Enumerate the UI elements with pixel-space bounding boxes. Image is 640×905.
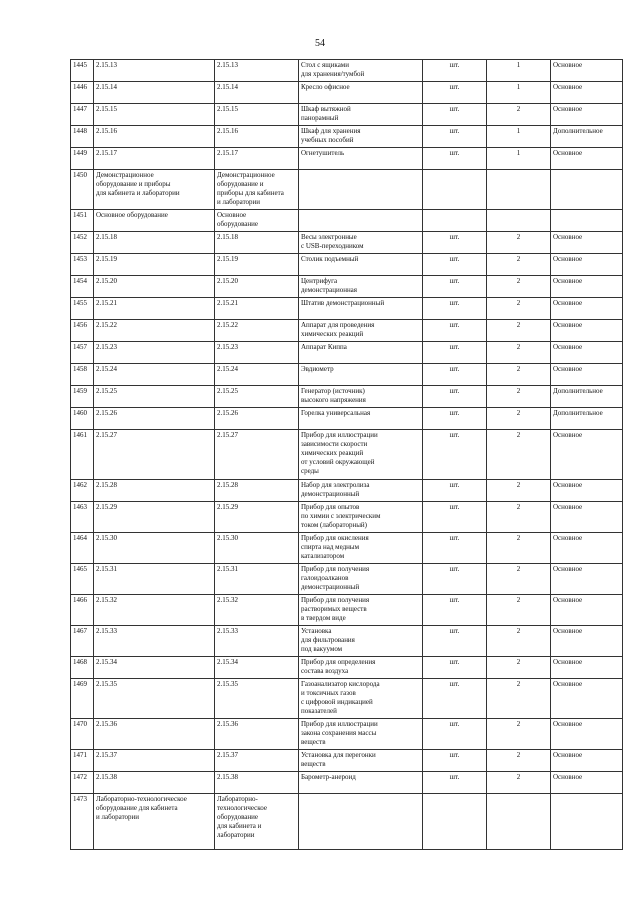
row-code-primary: 2.15.35	[94, 679, 215, 719]
row-equipment-type: Основное	[551, 320, 623, 342]
row-quantity: 2	[487, 276, 551, 298]
row-code-secondary: 2.15.23	[215, 342, 299, 364]
row-equipment-type: Основное	[551, 750, 623, 772]
row-code-secondary: 2.15.31	[215, 564, 299, 595]
table-row	[71, 254, 623, 276]
row-item-name: Набор для электролиза демонстрационный	[299, 480, 423, 502]
row-code-secondary: 2.15.17	[215, 148, 299, 170]
row-item-name	[299, 170, 423, 210]
row-unit: шт.	[423, 254, 487, 276]
row-equipment-type: Основное	[551, 104, 623, 126]
row-code-secondary: 2.15.30	[215, 533, 299, 564]
row-quantity: 2	[487, 772, 551, 794]
page-number: 54	[315, 38, 325, 49]
table-row	[71, 564, 623, 595]
row-equipment-type: Дополнительное	[551, 386, 623, 408]
row-equipment-type: Основное	[551, 342, 623, 364]
row-number: 1457	[71, 342, 94, 364]
row-code-secondary: 2.15.25	[215, 386, 299, 408]
row-item-name: Шкаф для хранения учебных пособий	[299, 126, 423, 148]
table-row	[71, 595, 623, 626]
row-number: 1473	[71, 794, 94, 850]
row-unit: шт.	[423, 104, 487, 126]
row-item-name: Прибор для определения состава воздуха	[299, 657, 423, 679]
row-code-primary: 2.15.19	[94, 254, 215, 276]
row-code-secondary: 2.15.36	[215, 719, 299, 750]
row-number: 1446	[71, 82, 94, 104]
row-code-secondary: 2.15.27	[215, 430, 299, 480]
row-unit: шт.	[423, 126, 487, 148]
table-row	[71, 750, 623, 772]
row-number: 1459	[71, 386, 94, 408]
row-unit: шт.	[423, 60, 487, 82]
row-code-primary: 2.15.16	[94, 126, 215, 148]
row-item-name	[299, 794, 423, 850]
row-code-secondary: 2.15.37	[215, 750, 299, 772]
row-quantity: 2	[487, 533, 551, 564]
table-row	[71, 126, 623, 148]
table-row	[71, 430, 623, 480]
row-item-name: Прибор для окисления спирта над медным катализатором	[299, 533, 423, 564]
row-number: 1463	[71, 502, 94, 533]
row-number: 1472	[71, 772, 94, 794]
row-quantity	[487, 794, 551, 850]
row-code-secondary: 2.15.38	[215, 772, 299, 794]
table-row	[71, 232, 623, 254]
row-equipment-type: Основное	[551, 657, 623, 679]
row-code-primary: 2.15.17	[94, 148, 215, 170]
row-unit	[423, 170, 487, 210]
row-number: 1471	[71, 750, 94, 772]
row-code-secondary: 2.15.20	[215, 276, 299, 298]
row-equipment-type: Дополнительное	[551, 408, 623, 430]
row-unit: шт.	[423, 298, 487, 320]
row-unit: шт.	[423, 342, 487, 364]
table-row	[71, 657, 623, 679]
row-code-secondary: 2.15.29	[215, 502, 299, 533]
row-item-name: Центрифуга демонстрационная	[299, 276, 423, 298]
row-unit: шт.	[423, 772, 487, 794]
row-quantity: 2	[487, 750, 551, 772]
row-quantity: 2	[487, 564, 551, 595]
row-quantity: 2	[487, 320, 551, 342]
row-item-name: Установка для фильтрования под вакуумом	[299, 626, 423, 657]
row-code-secondary: 2.15.13	[215, 60, 299, 82]
table-row	[71, 386, 623, 408]
row-code-primary: 2.15.38	[94, 772, 215, 794]
table-row	[71, 298, 623, 320]
row-code-primary: 2.15.25	[94, 386, 215, 408]
row-item-name: Эвдиометр	[299, 364, 423, 386]
row-code-primary: 2.15.23	[94, 342, 215, 364]
row-equipment-type: Основное	[551, 772, 623, 794]
row-equipment-type: Основное	[551, 480, 623, 502]
row-number: 1454	[71, 276, 94, 298]
row-code-primary: 2.15.20	[94, 276, 215, 298]
row-quantity: 2	[487, 719, 551, 750]
equipment-table	[70, 59, 623, 850]
row-equipment-type: Основное	[551, 232, 623, 254]
row-code-secondary: 2.15.26	[215, 408, 299, 430]
table-row	[71, 104, 623, 126]
row-equipment-type: Основное	[551, 679, 623, 719]
row-code-primary: 2.15.32	[94, 595, 215, 626]
row-quantity	[487, 170, 551, 210]
row-code-primary: 2.15.18	[94, 232, 215, 254]
row-equipment-type: Основное	[551, 430, 623, 480]
row-unit: шт.	[423, 564, 487, 595]
row-unit: шт.	[423, 533, 487, 564]
row-number: 1452	[71, 232, 94, 254]
row-item-name: Аппарат для проведения химических реакций	[299, 320, 423, 342]
row-code-primary: Демонстрационное оборудование и приборы для кабинета и лаборатории	[94, 170, 215, 210]
row-number: 1450	[71, 170, 94, 210]
row-code-primary: 2.15.14	[94, 82, 215, 104]
row-quantity: 2	[487, 408, 551, 430]
row-code-primary: Лабораторно-технологическое оборудование для кабинета и лаборатории	[94, 794, 215, 850]
row-equipment-type: Основное	[551, 82, 623, 104]
row-quantity: 2	[487, 298, 551, 320]
row-quantity: 2	[487, 104, 551, 126]
row-item-name: Барометр-анероид	[299, 772, 423, 794]
row-item-name: Аппарат Киппа	[299, 342, 423, 364]
row-quantity: 2	[487, 657, 551, 679]
row-quantity	[487, 210, 551, 232]
row-item-name: Прибор для получения галоидоалканов демонстрационный	[299, 564, 423, 595]
row-code-primary: 2.15.15	[94, 104, 215, 126]
row-quantity: 1	[487, 148, 551, 170]
row-code-secondary: 2.15.33	[215, 626, 299, 657]
row-code-secondary: 2.15.18	[215, 232, 299, 254]
row-number: 1449	[71, 148, 94, 170]
row-quantity: 2	[487, 430, 551, 480]
row-code-primary: 2.15.31	[94, 564, 215, 595]
row-code-primary: 2.15.21	[94, 298, 215, 320]
row-code-secondary: Основное оборудование	[215, 210, 299, 232]
row-item-name: Стол с ящиками для хранения/тумбой	[299, 60, 423, 82]
row-unit: шт.	[423, 232, 487, 254]
table-row	[71, 772, 623, 794]
row-number: 1470	[71, 719, 94, 750]
row-number: 1456	[71, 320, 94, 342]
row-code-secondary: Демонстрационное оборудование и приборы для кабинета и лаборатории	[215, 170, 299, 210]
table-row	[71, 210, 623, 232]
row-quantity: 2	[487, 480, 551, 502]
row-code-primary: 2.15.22	[94, 320, 215, 342]
row-quantity: 1	[487, 126, 551, 148]
row-item-name: Прибор для иллюстрации зависимости скорости химических реакций от условий окружающей среды	[299, 430, 423, 480]
table-row	[71, 60, 623, 82]
row-unit: шт.	[423, 82, 487, 104]
row-code-secondary: 2.15.24	[215, 364, 299, 386]
row-unit: шт.	[423, 502, 487, 533]
table-row	[71, 626, 623, 657]
row-item-name: Газоанализатор кислорода и токсичных газов с цифровой индикацией показателей	[299, 679, 423, 719]
row-code-secondary: Лабораторно- технологическое оборудование для кабинета и лаборатории	[215, 794, 299, 850]
row-number: 1464	[71, 533, 94, 564]
table-row	[71, 719, 623, 750]
row-unit: шт.	[423, 595, 487, 626]
row-item-name: Генератор (источник) высокого напряжения	[299, 386, 423, 408]
row-unit: шт.	[423, 408, 487, 430]
row-code-primary: 2.15.37	[94, 750, 215, 772]
row-equipment-type: Основное	[551, 276, 623, 298]
row-number: 1467	[71, 626, 94, 657]
table-row	[71, 480, 623, 502]
row-quantity: 2	[487, 502, 551, 533]
row-unit: шт.	[423, 430, 487, 480]
row-unit	[423, 794, 487, 850]
row-code-primary: 2.15.36	[94, 719, 215, 750]
row-item-name: Огнетушитель	[299, 148, 423, 170]
row-unit: шт.	[423, 480, 487, 502]
row-code-secondary: 2.15.15	[215, 104, 299, 126]
row-number: 1458	[71, 364, 94, 386]
row-equipment-type: Основное	[551, 148, 623, 170]
row-equipment-type: Основное	[551, 564, 623, 595]
table-row	[71, 170, 623, 210]
row-quantity: 2	[487, 342, 551, 364]
row-code-primary: 2.15.13	[94, 60, 215, 82]
row-number: 1465	[71, 564, 94, 595]
row-unit: шт.	[423, 364, 487, 386]
row-unit: шт.	[423, 320, 487, 342]
row-code-secondary: 2.15.28	[215, 480, 299, 502]
row-item-name: Кресло офисное	[299, 82, 423, 104]
table-row	[71, 82, 623, 104]
row-unit: шт.	[423, 276, 487, 298]
row-code-secondary: 2.15.19	[215, 254, 299, 276]
row-item-name: Прибор для получения растворимых веществ в твердом виде	[299, 595, 423, 626]
row-number: 1469	[71, 679, 94, 719]
row-quantity: 2	[487, 364, 551, 386]
row-quantity: 2	[487, 254, 551, 276]
row-unit	[423, 210, 487, 232]
row-quantity: 2	[487, 232, 551, 254]
row-number: 1453	[71, 254, 94, 276]
row-equipment-type: Основное	[551, 595, 623, 626]
row-item-name: Весы электронные с USB-переходником	[299, 232, 423, 254]
row-number: 1460	[71, 408, 94, 430]
row-code-secondary: 2.15.16	[215, 126, 299, 148]
row-code-primary: 2.15.34	[94, 657, 215, 679]
row-item-name	[299, 210, 423, 232]
row-number: 1462	[71, 480, 94, 502]
row-equipment-type	[551, 210, 623, 232]
row-item-name: Шкаф вытяжной панорамный	[299, 104, 423, 126]
row-quantity: 2	[487, 626, 551, 657]
row-quantity: 1	[487, 60, 551, 82]
row-equipment-type: Основное	[551, 533, 623, 564]
table-row	[71, 408, 623, 430]
row-item-name: Установка для перегонки веществ	[299, 750, 423, 772]
row-equipment-type: Основное	[551, 60, 623, 82]
row-equipment-type	[551, 794, 623, 850]
table-row	[71, 320, 623, 342]
table-row	[71, 276, 623, 298]
row-unit: шт.	[423, 626, 487, 657]
row-equipment-type: Дополнительное	[551, 126, 623, 148]
row-number: 1448	[71, 126, 94, 148]
row-quantity: 1	[487, 82, 551, 104]
row-number: 1468	[71, 657, 94, 679]
table-row	[71, 148, 623, 170]
row-code-secondary: 2.15.21	[215, 298, 299, 320]
row-unit: шт.	[423, 386, 487, 408]
table-row	[71, 679, 623, 719]
row-quantity: 2	[487, 679, 551, 719]
row-code-primary: 2.15.29	[94, 502, 215, 533]
row-number: 1451	[71, 210, 94, 232]
table-row	[71, 502, 623, 533]
row-number: 1461	[71, 430, 94, 480]
row-item-name: Горелка универсальная	[299, 408, 423, 430]
row-item-name: Прибор для опытов по химии с электрическим током (лабораторный)	[299, 502, 423, 533]
row-unit: шт.	[423, 719, 487, 750]
row-unit: шт.	[423, 148, 487, 170]
row-code-primary: 2.15.33	[94, 626, 215, 657]
row-number: 1455	[71, 298, 94, 320]
row-code-primary: 2.15.28	[94, 480, 215, 502]
row-unit: шт.	[423, 657, 487, 679]
row-quantity: 2	[487, 386, 551, 408]
row-item-name: Столик подъемный	[299, 254, 423, 276]
row-equipment-type: Основное	[551, 719, 623, 750]
row-quantity: 2	[487, 595, 551, 626]
row-number: 1445	[71, 60, 94, 82]
row-equipment-type: Основное	[551, 298, 623, 320]
row-number: 1466	[71, 595, 94, 626]
row-number: 1447	[71, 104, 94, 126]
row-code-primary: 2.15.24	[94, 364, 215, 386]
row-equipment-type: Основное	[551, 364, 623, 386]
row-code-secondary: 2.15.34	[215, 657, 299, 679]
row-code-secondary: 2.15.35	[215, 679, 299, 719]
table-row	[71, 533, 623, 564]
table-row	[71, 794, 623, 850]
row-item-name: Прибор для иллюстрации закона сохранения массы веществ	[299, 719, 423, 750]
row-item-name: Штатив демонстрационный	[299, 298, 423, 320]
row-unit: шт.	[423, 750, 487, 772]
row-equipment-type: Основное	[551, 254, 623, 276]
row-equipment-type	[551, 170, 623, 210]
row-code-primary: 2.15.26	[94, 408, 215, 430]
row-code-secondary: 2.15.14	[215, 82, 299, 104]
row-unit: шт.	[423, 679, 487, 719]
row-code-primary: 2.15.27	[94, 430, 215, 480]
row-code-secondary: 2.15.22	[215, 320, 299, 342]
row-equipment-type: Основное	[551, 502, 623, 533]
row-equipment-type: Основное	[551, 626, 623, 657]
row-code-primary: Основное оборудование	[94, 210, 215, 232]
table-row	[71, 342, 623, 364]
table-row	[71, 364, 623, 386]
row-code-primary: 2.15.30	[94, 533, 215, 564]
row-code-secondary: 2.15.32	[215, 595, 299, 626]
